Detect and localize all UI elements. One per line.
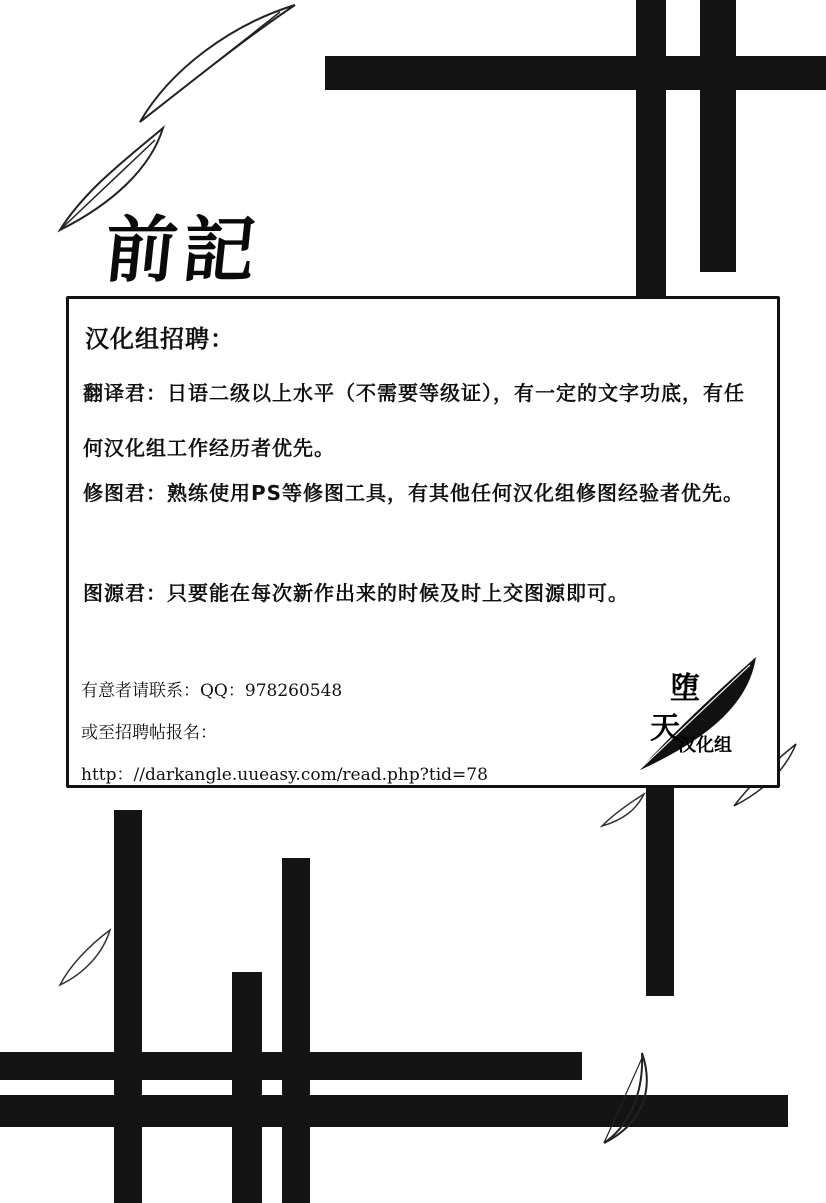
bar xyxy=(0,1095,788,1127)
bar xyxy=(325,56,826,90)
bar xyxy=(0,1052,582,1080)
feather-icon xyxy=(130,0,300,130)
editor-paragraph: 修图君：熟练使用PS等修图工具，有其他任何汉化组修图经验者优先。 xyxy=(83,481,745,505)
feather-icon xyxy=(598,790,648,830)
group-logo xyxy=(632,655,762,775)
bar xyxy=(282,858,310,1203)
notice-heading: 汉化组招聘： xyxy=(85,325,235,353)
contact-line: 有意者请联系：QQ：978260548 xyxy=(81,681,343,701)
feather-icon xyxy=(55,925,115,990)
logo-char-2: 天 xyxy=(650,711,680,746)
bar xyxy=(646,786,674,996)
bar xyxy=(232,972,262,1203)
translator-paragraph: 翻译君：日语二级以上水平（不需要等级证），有一定的文字功底，有任何汉化组工作经历者优先。 xyxy=(83,381,745,460)
page-title: 前記 xyxy=(100,207,266,292)
logo-group-name: 汉化组 xyxy=(678,735,732,756)
raw-provider-paragraph: 图源君：只要能在每次新作出来的时候及时上交图源即可。 xyxy=(83,581,629,605)
bar xyxy=(636,0,666,296)
bar xyxy=(700,0,736,272)
feather-icon xyxy=(596,1048,656,1148)
bar xyxy=(114,810,142,1203)
apply-line: 或至招聘帖报名： xyxy=(81,723,217,743)
logo-char-1: 堕 xyxy=(670,671,700,706)
recruitment-url: http：//darkangle.uueasy.com/read.php?tid=78 xyxy=(81,765,488,785)
